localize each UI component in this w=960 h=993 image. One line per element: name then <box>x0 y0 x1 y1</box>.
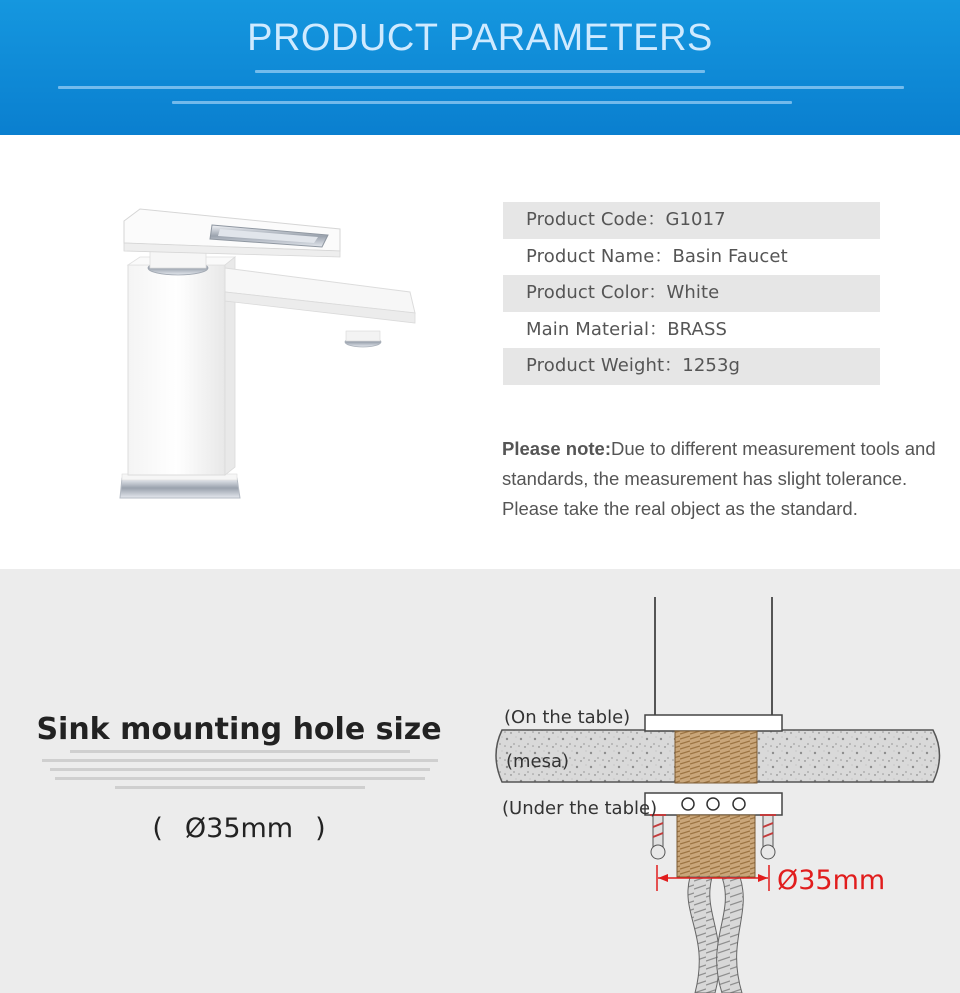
dimension-label: Ø35mm <box>777 865 886 896</box>
spec-value: G1017 <box>665 209 726 230</box>
spec-table <box>503 202 880 385</box>
note-lead: Please note: <box>502 438 611 459</box>
header-banner <box>0 0 960 135</box>
label-on-table: (On the table) <box>504 707 631 728</box>
decorative-text-line <box>172 101 792 104</box>
note-text: Due to different measurement tools and standards, the measurement has slight tolerance. Please take the real object as the standard. <box>502 438 936 519</box>
spec-value: Basin Faucet <box>672 245 788 267</box>
spec-label: Product Color： <box>526 282 667 303</box>
spec-value: White <box>666 282 720 303</box>
label-mesa: (mesa) <box>506 751 570 772</box>
label-under-table: (Under the table) <box>502 798 658 819</box>
decorative-text-block <box>40 748 440 796</box>
decorative-text-line <box>255 70 705 73</box>
decorative-text-line <box>58 86 904 89</box>
spec-row-name <box>503 239 880 276</box>
size-value: Ø35mm <box>184 813 294 844</box>
sink-title: Sink mounting hole size <box>36 712 442 747</box>
spec-label: Product Name： <box>526 245 673 267</box>
spec-value: BRASS <box>667 318 728 340</box>
page-title: PRODUCT PARAMETERS <box>247 17 713 59</box>
spec-label: Main Material： <box>526 318 668 340</box>
mounting-diagram <box>490 595 950 993</box>
spec-row-code <box>503 202 880 239</box>
sink-hole-size <box>0 813 478 844</box>
spec-label: Product Weight： <box>526 355 683 376</box>
size-close-paren: ) <box>315 813 326 844</box>
faucet-image <box>110 195 430 525</box>
spec-row-weight <box>503 348 880 385</box>
spec-value: 1253g <box>682 355 741 376</box>
measurement-note <box>502 434 957 524</box>
size-open-paren: ( <box>152 813 163 844</box>
spec-row-color <box>503 275 880 312</box>
spec-row-material <box>503 312 880 349</box>
spec-label: Product Code： <box>526 209 666 230</box>
